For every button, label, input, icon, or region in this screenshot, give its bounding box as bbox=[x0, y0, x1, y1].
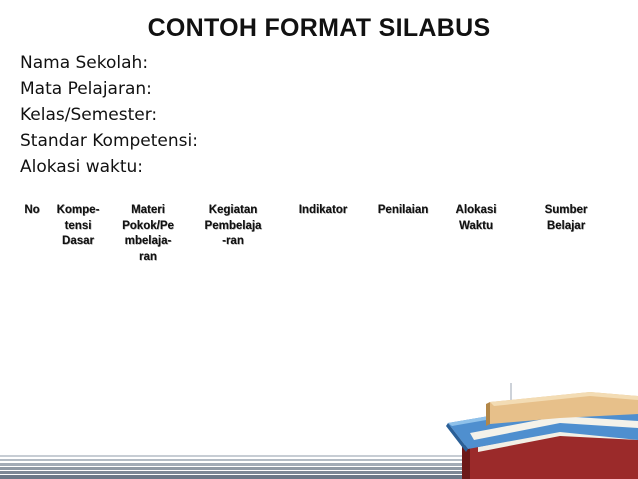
field-alokasi-waktu: Alokasi waktu: bbox=[20, 157, 144, 177]
column-header-materi-pokok: Materi Pokok/Pe mbelaja- ran bbox=[122, 204, 174, 263]
field-kelas-semester: Kelas/Semester: bbox=[20, 105, 158, 125]
column-header-alokasi-waktu: Alokasi Waktu bbox=[455, 204, 497, 232]
column-header-kegiatan-pembelajaran: Kegiatan Pembelaja -ran bbox=[204, 204, 262, 247]
column-header-indikator: Indikator bbox=[298, 204, 348, 216]
column-header-no: No bbox=[24, 204, 40, 216]
book-stack-icon bbox=[446, 392, 638, 479]
field-standar-kompetensi: Standar Kompetensi: bbox=[20, 131, 198, 151]
field-mata-pelajaran: Mata Pelajaran: bbox=[20, 79, 152, 99]
column-header-kompetensi-dasar: Kompe- tensi Dasar bbox=[56, 204, 100, 247]
page-title: CONTOH FORMAT SILABUS bbox=[147, 14, 491, 42]
column-header-sumber-belajar: Sumber Belajar bbox=[544, 204, 588, 232]
field-nama-sekolah: Nama Sekolah: bbox=[20, 53, 149, 73]
column-header-penilaian: Penilaian bbox=[377, 204, 429, 216]
